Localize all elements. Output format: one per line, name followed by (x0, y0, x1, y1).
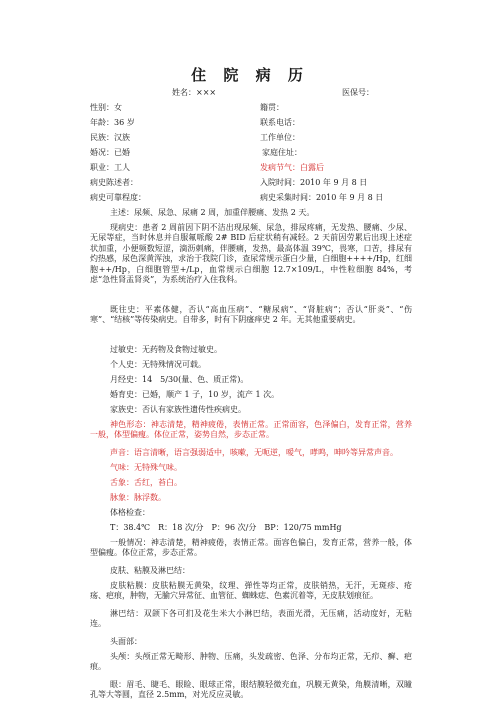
tcm-tongue: 舌象：舌红，苔白。 (110, 478, 182, 487)
chief-complaint: 主述：尿频、尿急、尿痛 2 周，加重伴腰痛、发热 2 天。 (110, 208, 315, 217)
exam-heading: 体格检查： (110, 508, 150, 517)
menstrual-history: 月经史：14 5/30(量、色、质正常)。 (110, 375, 249, 384)
present-illness: 现病史：患者 2 周前因下阴不洁出现尿频、尿急，排尿疼痛，无发热、腰痛、少尿、无尿等症，当时休息并自服氟哌酸 2# BID 后症状稍有减轻。2 天前因劳累后出现上述症状加重，小便频数短涩，滴沥刺痛，伴腰痛，发热，最高体温 39℃，畏寒，口苦，排尿有灼热感，尿色深黄浑浊，求治于我院门诊，查尿常规示蛋白少量，白细胞++++/Hp，红细胞++/Hp，白细胞管型+/Lp，血常规示白细胞 12.7×109/L，中性粒细胞 84%，考虑“急性肾盂肾炎”，为系统治疗入住我科。 (90, 223, 412, 284)
tcm-voice: 声音：语言清晰，语言强弱适中，咳嗽，无呃逆，嗳气，哮鸣，呻吟等异常声音。 (110, 448, 398, 457)
personal-history: 个人史：无特殊情况可载。 (110, 360, 206, 369)
phone-field: 联系电话： (260, 118, 300, 127)
age-field: 年龄：36 岁 (90, 118, 135, 127)
skin-mucosa: 皮肤粘膜：皮肤粘膜无黄染，纹理、弹性等均正常，皮肤销热，无汗，无斑疹、疮疡、疤痕，肿物，无腧穴异常征、血管征、蜘蛛痣、色素沉着等，无皮肤划痕征。 (90, 581, 412, 601)
tcm-appearance: 神色形态：神志清楚，精神疲倦，表情正常。正常面容，色泽偏白，发育正常，营养一般，体型偏瘦。体位正常，姿势自然，步态正常。 (90, 420, 412, 440)
tcm-pulse: 脉象：脉浮数。 (110, 493, 166, 502)
eye-exam: 眼：眉毛、睫毛、眼睑、眼球正常，眼结膜轻微充血，巩膜无黄染，角膜清晰，双瞳孔等大等圆，直径 2.5mm，对光反应灵敏。 (90, 680, 412, 700)
head-face-heading: 头面部： (110, 637, 142, 646)
gender-field: 性别：女 (90, 103, 122, 112)
insurance-number: 医保号： (342, 88, 374, 97)
past-history: 既往史：平素体健，否认“高血压病”、“糖尿病”、“肾脏病”；否认“肝炎”、“伤寒”、“结核”等传染病史。自带多，时有下阴瘙痒史 2 年。无其他重要病史。 (90, 305, 412, 325)
head-exam: 头颅：头颅正常无畸形、肿物、压痛，头发疏密、色泽、分布均正常，无疖、癣、疤痕。 (90, 652, 412, 672)
lymph-nodes: 淋巴结：双颌下各可扪及花生米大小淋巴结，表面光滑，无压痛，活动度好，无粘连。 (90, 609, 412, 629)
narrator-field: 病史陈述者： (90, 178, 138, 187)
address-field: 家庭住址： (262, 148, 302, 157)
workplace-field: 工作单位： (260, 133, 300, 142)
allergy-history: 过敏史：无药物及食物过敏史。 (110, 345, 222, 354)
skin-section-heading: 皮肤、粘膜及淋巴结： (110, 566, 190, 575)
family-history: 家族史：否认有家族性遗传性疾病史。 (110, 405, 246, 414)
occupation-field: 职业：工人 (90, 163, 130, 172)
onset-season-field: 发病节气：白露后 (260, 163, 324, 172)
patient-name: 姓名：××× (172, 88, 217, 97)
marriage-field: 婚况：已婚 (90, 148, 130, 157)
ethnicity-field: 民族：汉族 (90, 133, 130, 142)
vital-signs: T：38.4℃ R：18 次/分 P：96 次/分 BP：120/75 mmHg (110, 523, 342, 532)
general-condition: 一般情况：神志清楚，精神疲倦，表情正常。面容色偏白，发育正常，营养一般，体型偏瘦。体位正常，步态正常。 (90, 538, 412, 558)
admission-time-field: 入院时间：2010 年 9 月 8 日 (260, 178, 368, 187)
tcm-smell: 气味：无特殊气味。 (110, 463, 182, 472)
page-title: 住 院 病 历 (191, 66, 309, 84)
birthplace-field: 籍贯： (260, 103, 284, 112)
obstetric-history: 婚育史：已婚，顺产 1 子，10 岁，流产 1 次。 (110, 390, 280, 399)
collection-time-field: 病史采集时间：2010 年 9 月 8 日 (260, 193, 384, 202)
reliability-field: 病史可靠程度： (90, 193, 146, 202)
